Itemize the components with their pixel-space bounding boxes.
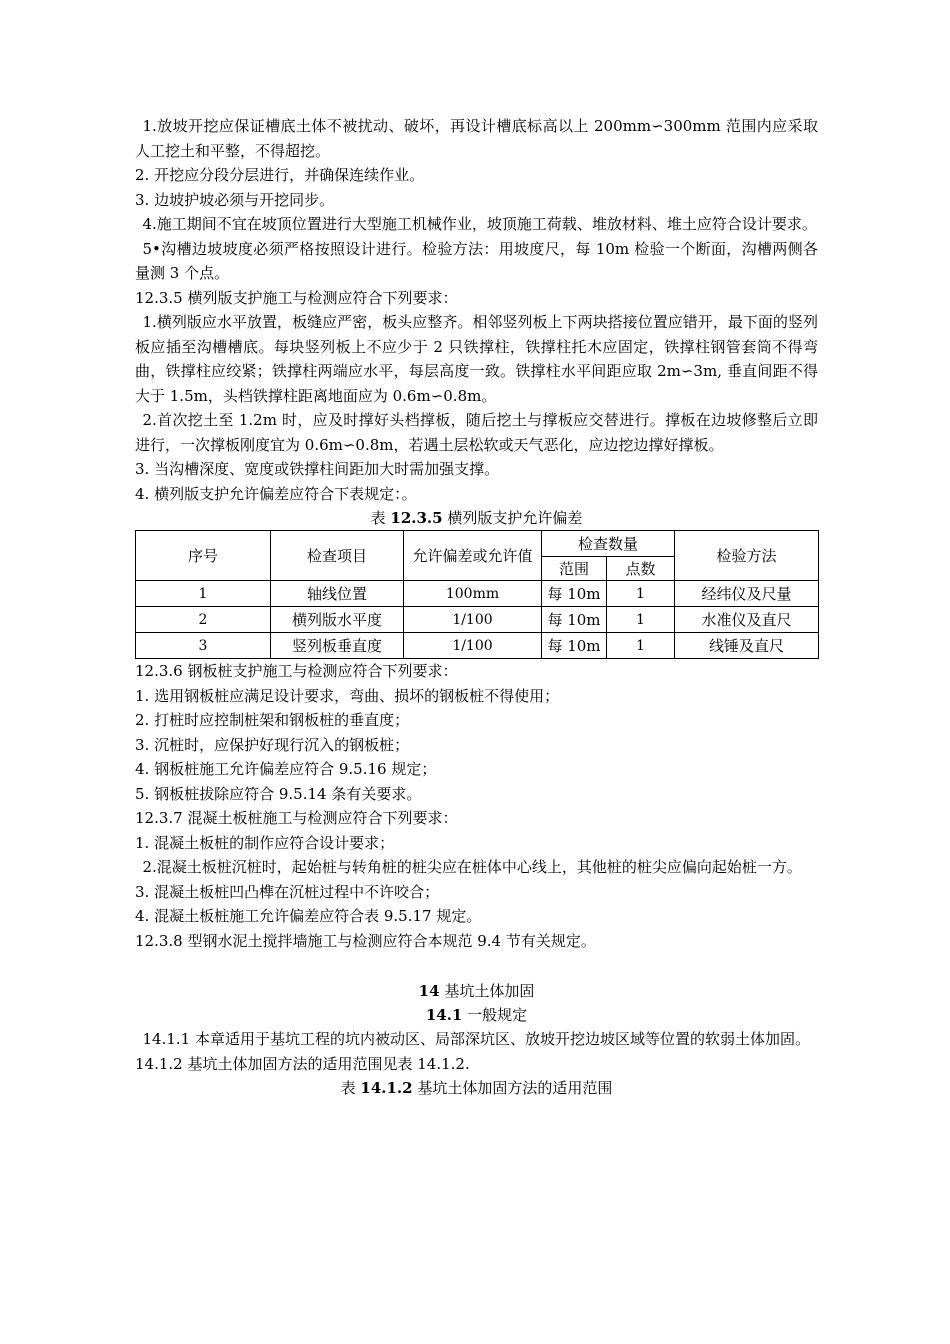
- section-heading-12-3-7: 12.3.7 混凝土板桩施工与检测应符合下列要求：: [135, 809, 458, 827]
- cell-points: 1: [607, 581, 675, 607]
- paragraph: 3. 边坡护坡必须与开挖同步。: [135, 190, 335, 209]
- paragraph: 1.横列版应水平放置，板缝应严密，板头应整齐。相邻竖列板上下两块搭接位置应错开，最下面的竖列板应插至沟槽槽底。每块竖列板上不应少于 2 只铁撑柱，铁撑柱托木应固定，铁撑柱钢管套筒不得弯曲，铁撑柱应绞紧；铁撑柱两端应水平，每层高度一致。铁撑柱水平间距应取 2m∽3m, 垂直间距不得大于 1.5m，头档铁撑柱距离地面应为 0.6m∽0.8m。: [135, 313, 818, 405]
- paragraph: 4.施工期间不宜在坡顶位置进行大型施工机械作业，坡顶施工荷载、堆放材料、堆土应符合设计要求。: [142, 215, 817, 233]
- paragraph: 1.放坡开挖应保证槽底土体不被扰动、破坏，再设计槽底标高以上 200mm∽300mm 范围内应采取人工挖土和平整，不得超挖。: [135, 117, 818, 160]
- header-seq: 序号: [136, 531, 271, 581]
- table-row: [136, 581, 819, 607]
- cell-method: 线锤及直尺: [675, 633, 819, 659]
- cell-tolerance: 1/100: [404, 607, 542, 633]
- header-item: 检查项目: [271, 531, 404, 581]
- cell-item: 轴线位置: [271, 581, 404, 607]
- header-tolerance: 允许偏差或允许值: [404, 531, 542, 581]
- cell-points: 1: [607, 607, 675, 633]
- header-range: 范围: [542, 557, 607, 581]
- cell-item: 竖列板垂直度: [271, 633, 404, 659]
- document-page: [135, 114, 818, 1100]
- paragraph: 4. 混凝土板桩施工允许偏差应符合表 9.5.17 规定。: [135, 907, 482, 925]
- paragraph: 3. 混凝土板桩凹凸榫在沉桩过程中不许咬合；: [135, 882, 440, 901]
- paragraph: 2. 打桩时应控制桩架和钢板桩的垂直度；: [135, 711, 410, 729]
- paragraph: 1. 选用钢板桩应满足设计要求，弯曲、损坏的钢板桩不得使用；: [135, 686, 560, 705]
- cell-tolerance: 100mm: [404, 581, 542, 607]
- header-method: 检验方法: [675, 531, 819, 581]
- cell-item: 横列版水平度: [271, 607, 404, 633]
- table-caption: 表 12.3.5 横列版支护允许偏差: [370, 509, 583, 527]
- cell-seq: 2: [136, 607, 271, 633]
- cell-tolerance: 1/100: [404, 633, 542, 659]
- section-heading-12-3-6: 12.3.6 钢板桩支护施工与检测应符合下列要求：: [135, 662, 458, 680]
- paragraph: 1. 混凝土板桩的制作应符合设计要求；: [135, 833, 395, 852]
- cell-points: 1: [607, 633, 675, 659]
- paragraph: 3. 沉桩时，应保护好现行沉入的钢板桩；: [135, 735, 410, 754]
- cell-method: 水准仪及直尺: [675, 607, 819, 633]
- paragraph: 4. 钢板桩施工允许偏差应符合 9.5.16 规定；: [135, 760, 437, 778]
- section-heading-12-3-5: 12.3.5 横列版支护施工与检测应符合下列要求：: [135, 288, 458, 307]
- cell-range: 每 10m: [542, 633, 607, 659]
- header-quantity: 检查数量: [542, 531, 675, 557]
- paragraph: 2.首次挖土至 1.2m 时，应及时撑好头档撑板，随后挖土与撑板应交替进行。撑板在边坡修整后立即进行，一次撑板刚度宜为 0.6m∽0.8m，若遇土层松软或天气恶化，应边挖边撑好撑板。: [135, 411, 818, 454]
- paragraph: 3. 当沟槽深度、宽度或铁撑柱间距加大时需加强支撑。: [135, 460, 500, 478]
- spacer: [135, 953, 818, 979]
- paragraph: 2.混凝土板桩沉桩时，起始桩与转角桩的桩尖应在桩体中心线上，其他桩的桩尖应偏向起始桩一方。: [142, 858, 802, 876]
- paragraph: 5. 钢板桩拔除应符合 9.5.14 条有关要求。: [135, 784, 422, 803]
- header-points: 点数: [607, 557, 675, 581]
- table-caption: 表 14.1.2 基坑土体加固方法的适用范围: [340, 1079, 613, 1097]
- paragraph: 14.1.2 基坑土体加固方法的适用范围见表 14.1.2.: [135, 1054, 470, 1073]
- paragraph: 5•沟槽边坡坡度必须严格按照设计进行。检验方法：用坡度尺，每 10m 检验一个断面，沟槽两侧各量测 3 个点。: [135, 239, 818, 282]
- table-row: [136, 633, 819, 659]
- section-heading-12-3-8: 12.3.8 型钢水泥土搅拌墙施工与检测应符合本规范 9.4 节有关规定。: [135, 931, 596, 950]
- chapter-heading: 14 基坑土体加固: [418, 982, 535, 1000]
- paragraph: 2. 开挖应分段分层进行，并确保连续作业。: [135, 166, 425, 184]
- cell-range: 每 10m: [542, 581, 607, 607]
- paragraph: 14.1.1 本章适用于基坑工程的坑内被动区、局部深坑区、放坡开挖边坡区域等位置的软弱土体加固。: [142, 1030, 810, 1048]
- section-heading-14-1: 14.1 一般规定: [425, 1006, 528, 1024]
- cell-seq: 1: [136, 581, 271, 607]
- tolerance-table: [135, 530, 819, 659]
- cell-method: 经纬仪及尺量: [675, 581, 819, 607]
- cell-seq: 3: [136, 633, 271, 659]
- paragraph: 4. 横列版支护允许偏差应符合下表规定：。: [135, 484, 417, 503]
- table-row: [136, 607, 819, 633]
- cell-range: 每 10m: [542, 607, 607, 633]
